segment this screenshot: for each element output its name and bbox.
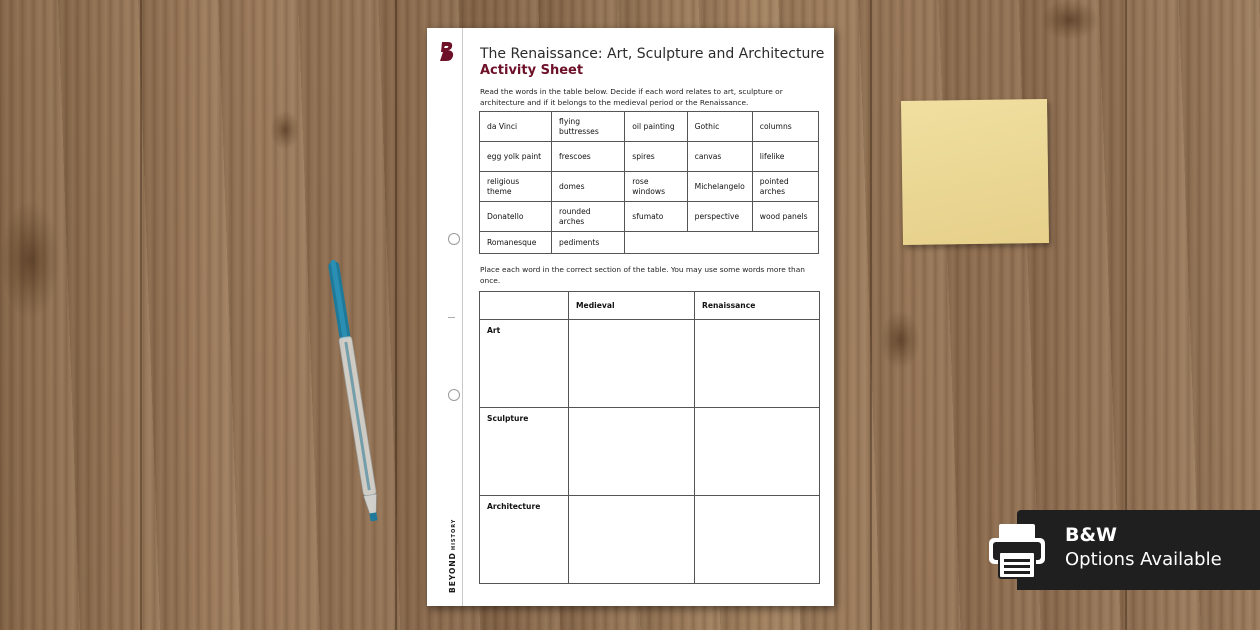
word-cell: lifelike [752,142,818,172]
word-cell: rounded arches [552,202,625,232]
desk-plank-seam [870,0,872,630]
wood-knot [1040,0,1100,40]
punch-hole [448,389,460,401]
desk-plank-seam [140,0,142,630]
word-cell: canvas [687,142,752,172]
sorting-table [479,291,820,584]
word-cell: egg yolk paint [480,142,552,172]
badge-title: B&W [1065,524,1118,546]
word-cell: perspective [687,202,752,232]
answer-cell [695,408,820,496]
wood-knot [880,310,920,370]
wood-knot [0,200,60,320]
table-row [480,320,820,408]
punch-hole [448,233,460,245]
word-cell: pointed arches [752,172,818,202]
word-cell: oil painting [625,112,687,142]
answer-cell [569,320,695,408]
pen-end-plug [369,512,377,521]
column-header-renaissance: Renaissance [695,292,820,320]
word-cell: wood panels [752,202,818,232]
word-cell: flying buttresses [552,112,625,142]
instructions-read: Read the words in the table below. Decide if each word relates to art, sculpture or architecture and if it belongs to the medieval period or the Renaissance. [480,87,783,107]
table-row [480,142,819,172]
word-bank-table [479,111,819,254]
row-label-architecture: Architecture [480,496,569,584]
word-cell: pediments [552,232,625,254]
brand-subname: HISTORY [451,518,457,551]
word-cell: da Vinci [480,112,552,142]
row-label-art: Art [480,320,569,408]
answer-cell [695,320,820,408]
badge-subtitle: Options Available [1065,549,1222,570]
brand-wordmark [448,519,457,593]
row-label-sculpture: Sculpture [480,408,569,496]
word-cell: columns [752,112,818,142]
word-cell: Michelangelo [687,172,752,202]
corner-header [480,292,569,320]
word-cell: sfumato [625,202,687,232]
table-row [480,232,819,254]
table-row [480,172,819,202]
fold-mark [448,317,455,318]
sticky-note [901,99,1049,245]
empty-cell [625,232,819,254]
printer-icon [985,522,1049,580]
answer-cell [695,496,820,584]
worksheet-page [427,28,834,606]
word-cell: rose windows [625,172,687,202]
wood-knot [270,110,300,150]
word-cell: domes [552,172,625,202]
answer-cell [569,496,695,584]
word-cell: religious theme [480,172,552,202]
ballpoint-pen [322,256,386,526]
word-cell: frescoes [552,142,625,172]
table-row [480,202,819,232]
table-row [480,408,820,496]
margin-line [462,28,463,606]
worksheet-subtitle: Activity Sheet [480,63,584,78]
word-cell: Donatello [480,202,552,232]
table-row [480,112,819,142]
answer-cell [569,408,695,496]
instructions-place: Place each word in the correct section of the table. You may use some words more than once. [480,265,805,285]
worksheet-title: The Renaissance: Art, Sculpture and Architecture [480,46,825,62]
beyond-logo-icon [439,40,455,62]
word-cell: Romanesque [480,232,552,254]
desk-plank-seam [395,0,397,630]
word-cell: spires [625,142,687,172]
word-cell: Gothic [687,112,752,142]
brand-name: BEYOND [448,552,457,593]
column-header-medieval: Medieval [569,292,695,320]
table-row [480,292,820,320]
bw-options-badge [1017,510,1260,590]
table-row [480,496,820,584]
